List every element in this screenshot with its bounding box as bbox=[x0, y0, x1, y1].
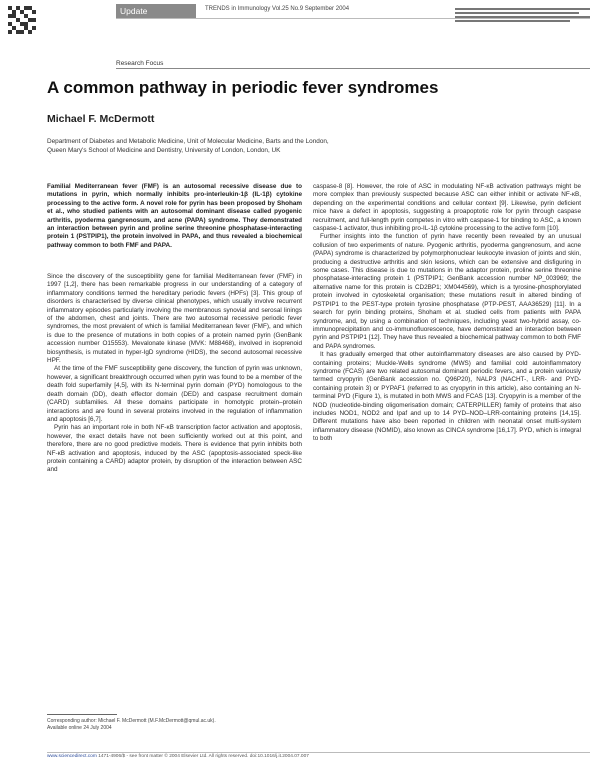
affiliation bbox=[47, 137, 567, 155]
paragraph: caspase-8 [8]. However, the role of ASC in modulating NF-κB activation pathways might be more complex than previously suspected because ASC can either inhibit or activate NF-κB, depending on the experimental conditions and cellular context [9]. Likewise, pyrin deficient mice have a defect in apoptosis, suggesting a proapoptotic role for pyrin through caspase recruitment, and full-length pyrin competes in vitro with caspase-1 for binding to ASC, a known caspase-1 activator, thus inhibiting pro-IL-1β cytokine processing to the active form [10]. bbox=[313, 183, 581, 233]
corresponding-author: Corresponding author: Michael F. McDermott (M.F.McDermott@qmul.ac.uk). bbox=[47, 718, 216, 724]
running-head: TRENDS in Immunology Vol.25 No.9 September 2004 bbox=[205, 6, 350, 12]
paragraph: Further insights into the function of pyrin have recently been revealed by an unusual collusion of two experiments of nature. Pyogenic arthritis, pyoderma gangrenosum, and acne (PAPA) syndrome is characterized by polymorphonuclear leukocyte invasion of joints and skin, producing a destructive arthritis and skin lesions, which can be extensive and disfiguring in some cases. This disease is due to mutations in the adaptor protein, proline serine threonine phosphatase-interacting protein 1 (PSTPIP1; GenBank accession number NP_003969; the alternative name for this protein is CD2BP1; XM044569), which is a tyrosine-phosphorylated protein involved in cytoskeletal organisation; these mutations result in altered binding of PSTPIP1 to the PEST-type protein tyrosine phosphatase (PTP-PEST, AAA36529) [11]. In a search for pyrin binding proteins, Shoham et al. studied cells from patients with PAPA syndrome, and, by using a combination of techniques, including yeast two-hybrid assay, co-immunoprecipitation and co-immunofluorescence, have demonstrated an interaction between pyrin and PSTPIP1 [12]. They have thus revealed a biochemical pathway common to both FMF and PAPA syndromes. bbox=[313, 233, 581, 350]
section-rule bbox=[116, 68, 590, 69]
left-column bbox=[47, 273, 302, 475]
sciencedirect-link[interactable]: www.sciencedirect.com bbox=[47, 754, 97, 759]
section-label: Research Focus bbox=[116, 60, 164, 67]
update-tab: Update bbox=[116, 4, 196, 18]
paragraph: Since the discovery of the susceptibility gene for familial Mediterranean fever (FMF) in 1997 [1,2], there has been remarkable progress in our understanding of a category of inflammatory conditions termed the hereditary periodic fevers (HPFs) [3]. This group of disorders is characterised by diverse clinical phenotypes, which usually involve recurrent inflammatory episodes particularly involving the membranous synovial and serosal linings of the abdomen, chest and joints. There are two autosomal recessive periodic fever syndromes, the most prevalent of which is familial Mediterranean fever (FMF), and which is due to the presence of mutations in both copies of a protein named pyrin (GenBank accession number O15553). Mevalonate kinase (MVK: M88468), involved in isoprenoid biosynthesis, is mutated in hyper-IgD syndrome (HIDS), the second autosomal recessive HPF. bbox=[47, 273, 302, 365]
qr-code-icon bbox=[8, 6, 36, 34]
affiliation-line: Queen Mary's School of Medicine and Dentistry, University of London, London, UK bbox=[47, 147, 281, 154]
footer-rule bbox=[47, 752, 590, 753]
abstract: Familial Mediterranean fever (FMF) is an autosomal recessive disease due to mutations in pyrin, which normally inhibits pro-interleukin-1β (IL-1β) cytokine processing to the active form. A novel role for pyrin has been proposed by Shoham et al., who studied patients with an autosomal dominant disease called pyogenic arthritis, pyoderma gangrenosum, and acne (PAPA) syndrome. They demonstrated an interaction between pyrin and proline serine threonine phosphatase-interacting protein 1 (PSTPIP1), the protein involved in PAPA, and thus revealed a biochemical pathway common to both FMF and PAPA. bbox=[47, 183, 302, 249]
header-rule bbox=[116, 18, 590, 19]
paragraph: Pyrin has an important role in both NF-κB transcription factor activation and apoptosis, however, the exact details have not been sufficiently worked out at this point, and therefore, there are no good predictive models. There is evidence that pyrin inhibits both NF-κB activation and apoptosis, induced by the ASC (apoptosis-associated speck-like protein containing a CARD) adaptor protein, by disruption of the interaction between ASC and bbox=[47, 424, 302, 474]
author-name: Michael F. McDermott bbox=[47, 113, 155, 125]
footer-text: 1471-4906/$ - see front matter © 2004 Elsevier Ltd. All rights reserved. doi:10.1016/j.it.2004.07.007 bbox=[98, 754, 309, 759]
footnote bbox=[47, 718, 302, 732]
paragraph: It has gradually emerged that other autoinflammatory diseases are also caused by PYD-containing proteins; Muckle-Wells syndrome (MWS) and familial cold autoinflammatory syndrome (FCAS) are two related autosomal dominant periodic fevers, and a protein variously termed cryopyrin (GenBank accession no. Q96P20), NALP3 (NACHT-, LRR- and PYD-containing protein 3) or PYPAF1 (referred to as cryopyrin in this article), also containing an N-terminal PYD (Figure 1), is mutated in both MWS and FCAS [13]. Cryopyrin is a member of the NOD (nucleotide-binding oligomerisation domain; CATERPILLER) family of proteins that also includes NOD1, NOD2 and Ipaf and up to 14 PYD–NOD–LRR-containing proteins [14,15]. Different mutations have also been reported in children with neonatal onset multi-system inflammatory disease (NOMID), also known as CINCA syndrome [16,17]. PYD, which is integral to both bbox=[313, 351, 581, 443]
footer bbox=[47, 754, 309, 759]
right-column bbox=[313, 183, 581, 444]
footnote-rule bbox=[47, 714, 117, 715]
elsevier-logo bbox=[455, 8, 590, 24]
affiliation-line: Department of Diabetes and Metabolic Medicine, Unit of Molecular Medicine, Barts and the London, bbox=[47, 138, 329, 145]
article-title: A common pathway in periodic fever syndromes bbox=[47, 78, 439, 97]
paragraph: At the time of the FMF susceptibility gene discovery, the function of pyrin was unknown, however, a significant breakthrough occurred when pyrin was found to be a member of the death fold superfamily [4,5], with its N-terminal pyrin domain (PYD) homologous to the death domain (DD), death effector domain (DED) and caspase recruitment domain (CARD) subfamilies. All these domains participate in homotypic protein–protein interactions and are found in several proteins involved in the regulation of inflammation and apoptosis [6,7]. bbox=[47, 365, 302, 423]
available-online: Available online 24 July 2004 bbox=[47, 725, 112, 731]
